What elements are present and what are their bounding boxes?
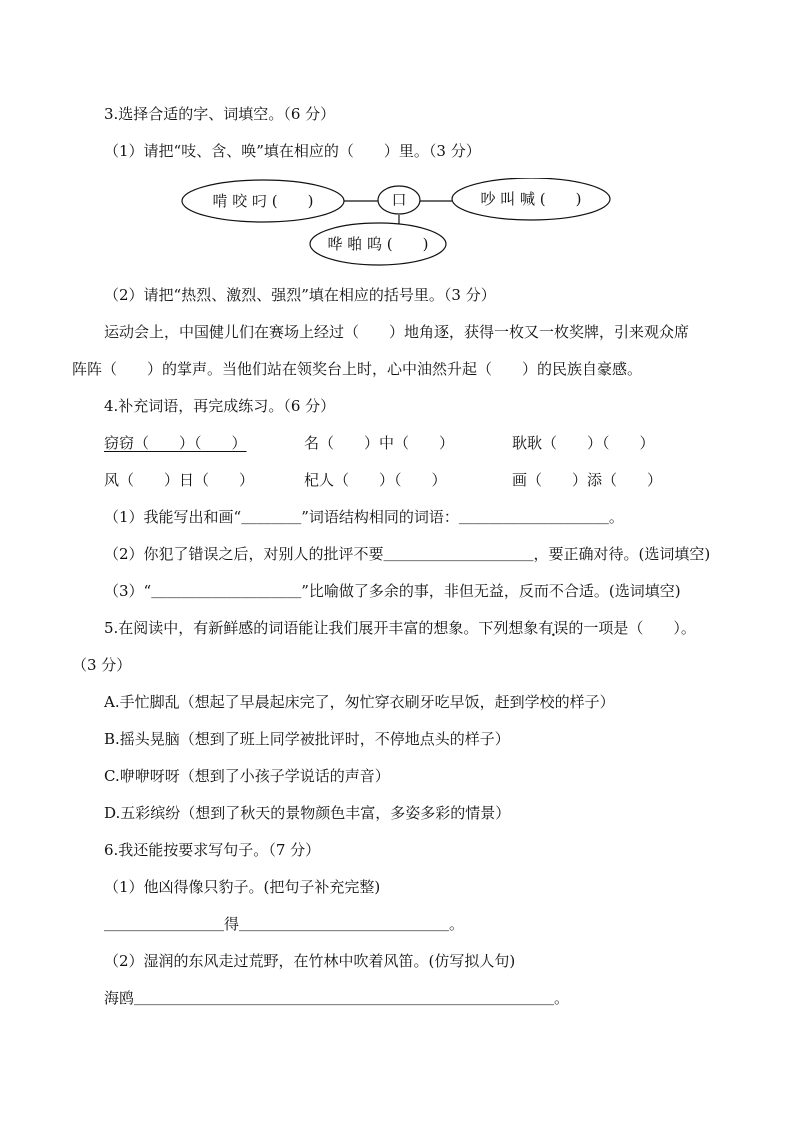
passage-line-1: 运动会上，中国健儿们在赛场上经过（ ）地角逐，获得一枚又一枚奖牌，引来观众席 — [104, 323, 690, 341]
question-6-title: 6.我还能按要求写句子。（7 分） — [104, 841, 321, 859]
bottom-words: 哗 啪 呜 ( ) — [327, 235, 429, 253]
question-3-part-2: （2）请把“热烈、激烈、强烈”填在相应的括号里。（3 分） — [104, 286, 496, 304]
exercise-4-1: （1）我能写出和画“＿＿＿＿”词语结构相同的词语：＿＿＿＿＿＿＿＿＿＿。 — [104, 508, 624, 526]
option-b: B.摇头晃脑（想到了班上同学被批评时，不停地点头的样子） — [104, 730, 510, 748]
passage-line-2: 阵阵（ ）的掌声。当他们站在领奖台上时，心中油然升起（ ）的民族自豪感。 — [72, 360, 643, 378]
emphasis-mark: 有误 — [538, 619, 569, 637]
question-5-title: 5.在阅读中，有新鲜感的词语能让我们展开丰富的想象。下列想象有误的一项是（ ）。 — [104, 619, 696, 637]
question-3-part-1: （1）请把“吱、含、唤”填在相应的（ ）里。（3 分） — [104, 142, 481, 160]
answer-line-1: ＿＿＿＿＿＿＿＿得＿＿＿＿＿＿＿＿＿＿＿＿＿＿。 — [104, 915, 465, 933]
option-c: C.咿咿呀呀（想到了小孩子学说话的声音） — [104, 767, 390, 785]
exercise-4-2: （2）你犯了错误之后，对别人的批评不要＿＿＿＿＿＿＿＿＿＿，要正确对待。(选词填空) — [104, 545, 711, 563]
left-words: 啃 咬 叼 ( ) — [212, 192, 314, 210]
idiom-2: 名（ ）中（ ） — [304, 434, 455, 452]
question-4-title: 4.补充词语，再完成练习。（6 分） — [104, 397, 336, 415]
question-3-title: 3.选择合适的字、词填空。（6 分） — [104, 105, 336, 123]
sentence-task-2: （2）湿润的东风走过荒野，在竹林中吹着风笛。(仿写拟人句) — [104, 952, 516, 970]
idiom-1: 窃窃（ ）（ ） — [104, 434, 247, 452]
right-words: 吵 叫 喊 ( ) — [480, 190, 582, 208]
sentence-task-1: （1）他凶得像只豹子。(把句子补充完整) — [104, 878, 381, 896]
answer-line-2: 海鸥＿＿＿＿＿＿＿＿＿＿＿＿＿＿＿＿＿＿＿＿＿＿＿＿＿＿＿＿。 — [104, 989, 570, 1007]
idiom-4: 风（ ）日（ ） — [104, 471, 255, 489]
center-radical-text: 口 — [391, 191, 407, 209]
radical-diagram — [0, 178, 793, 278]
idiom-3: 耿耿（ ）（ ） — [512, 434, 655, 452]
idiom-6: 画（ ）添（ ） — [512, 471, 663, 489]
idiom-5: 杞人（ ）（ ） — [304, 471, 447, 489]
exercise-4-3: （3）“＿＿＿＿＿＿＿＿＿＿”比喻做了多余的事，非但无益，反而不合适。(选词填空) — [104, 582, 681, 600]
option-a: A.手忙脚乱（想起了早晨起床完了，匆忙穿衣刷牙吃早饭，赶到学校的样子） — [104, 693, 615, 711]
option-d: D.五彩缤纷（想到了秋天的景物颜色丰富，多姿多彩的情景） — [104, 804, 511, 822]
question-5-score: （3 分） — [72, 656, 132, 674]
